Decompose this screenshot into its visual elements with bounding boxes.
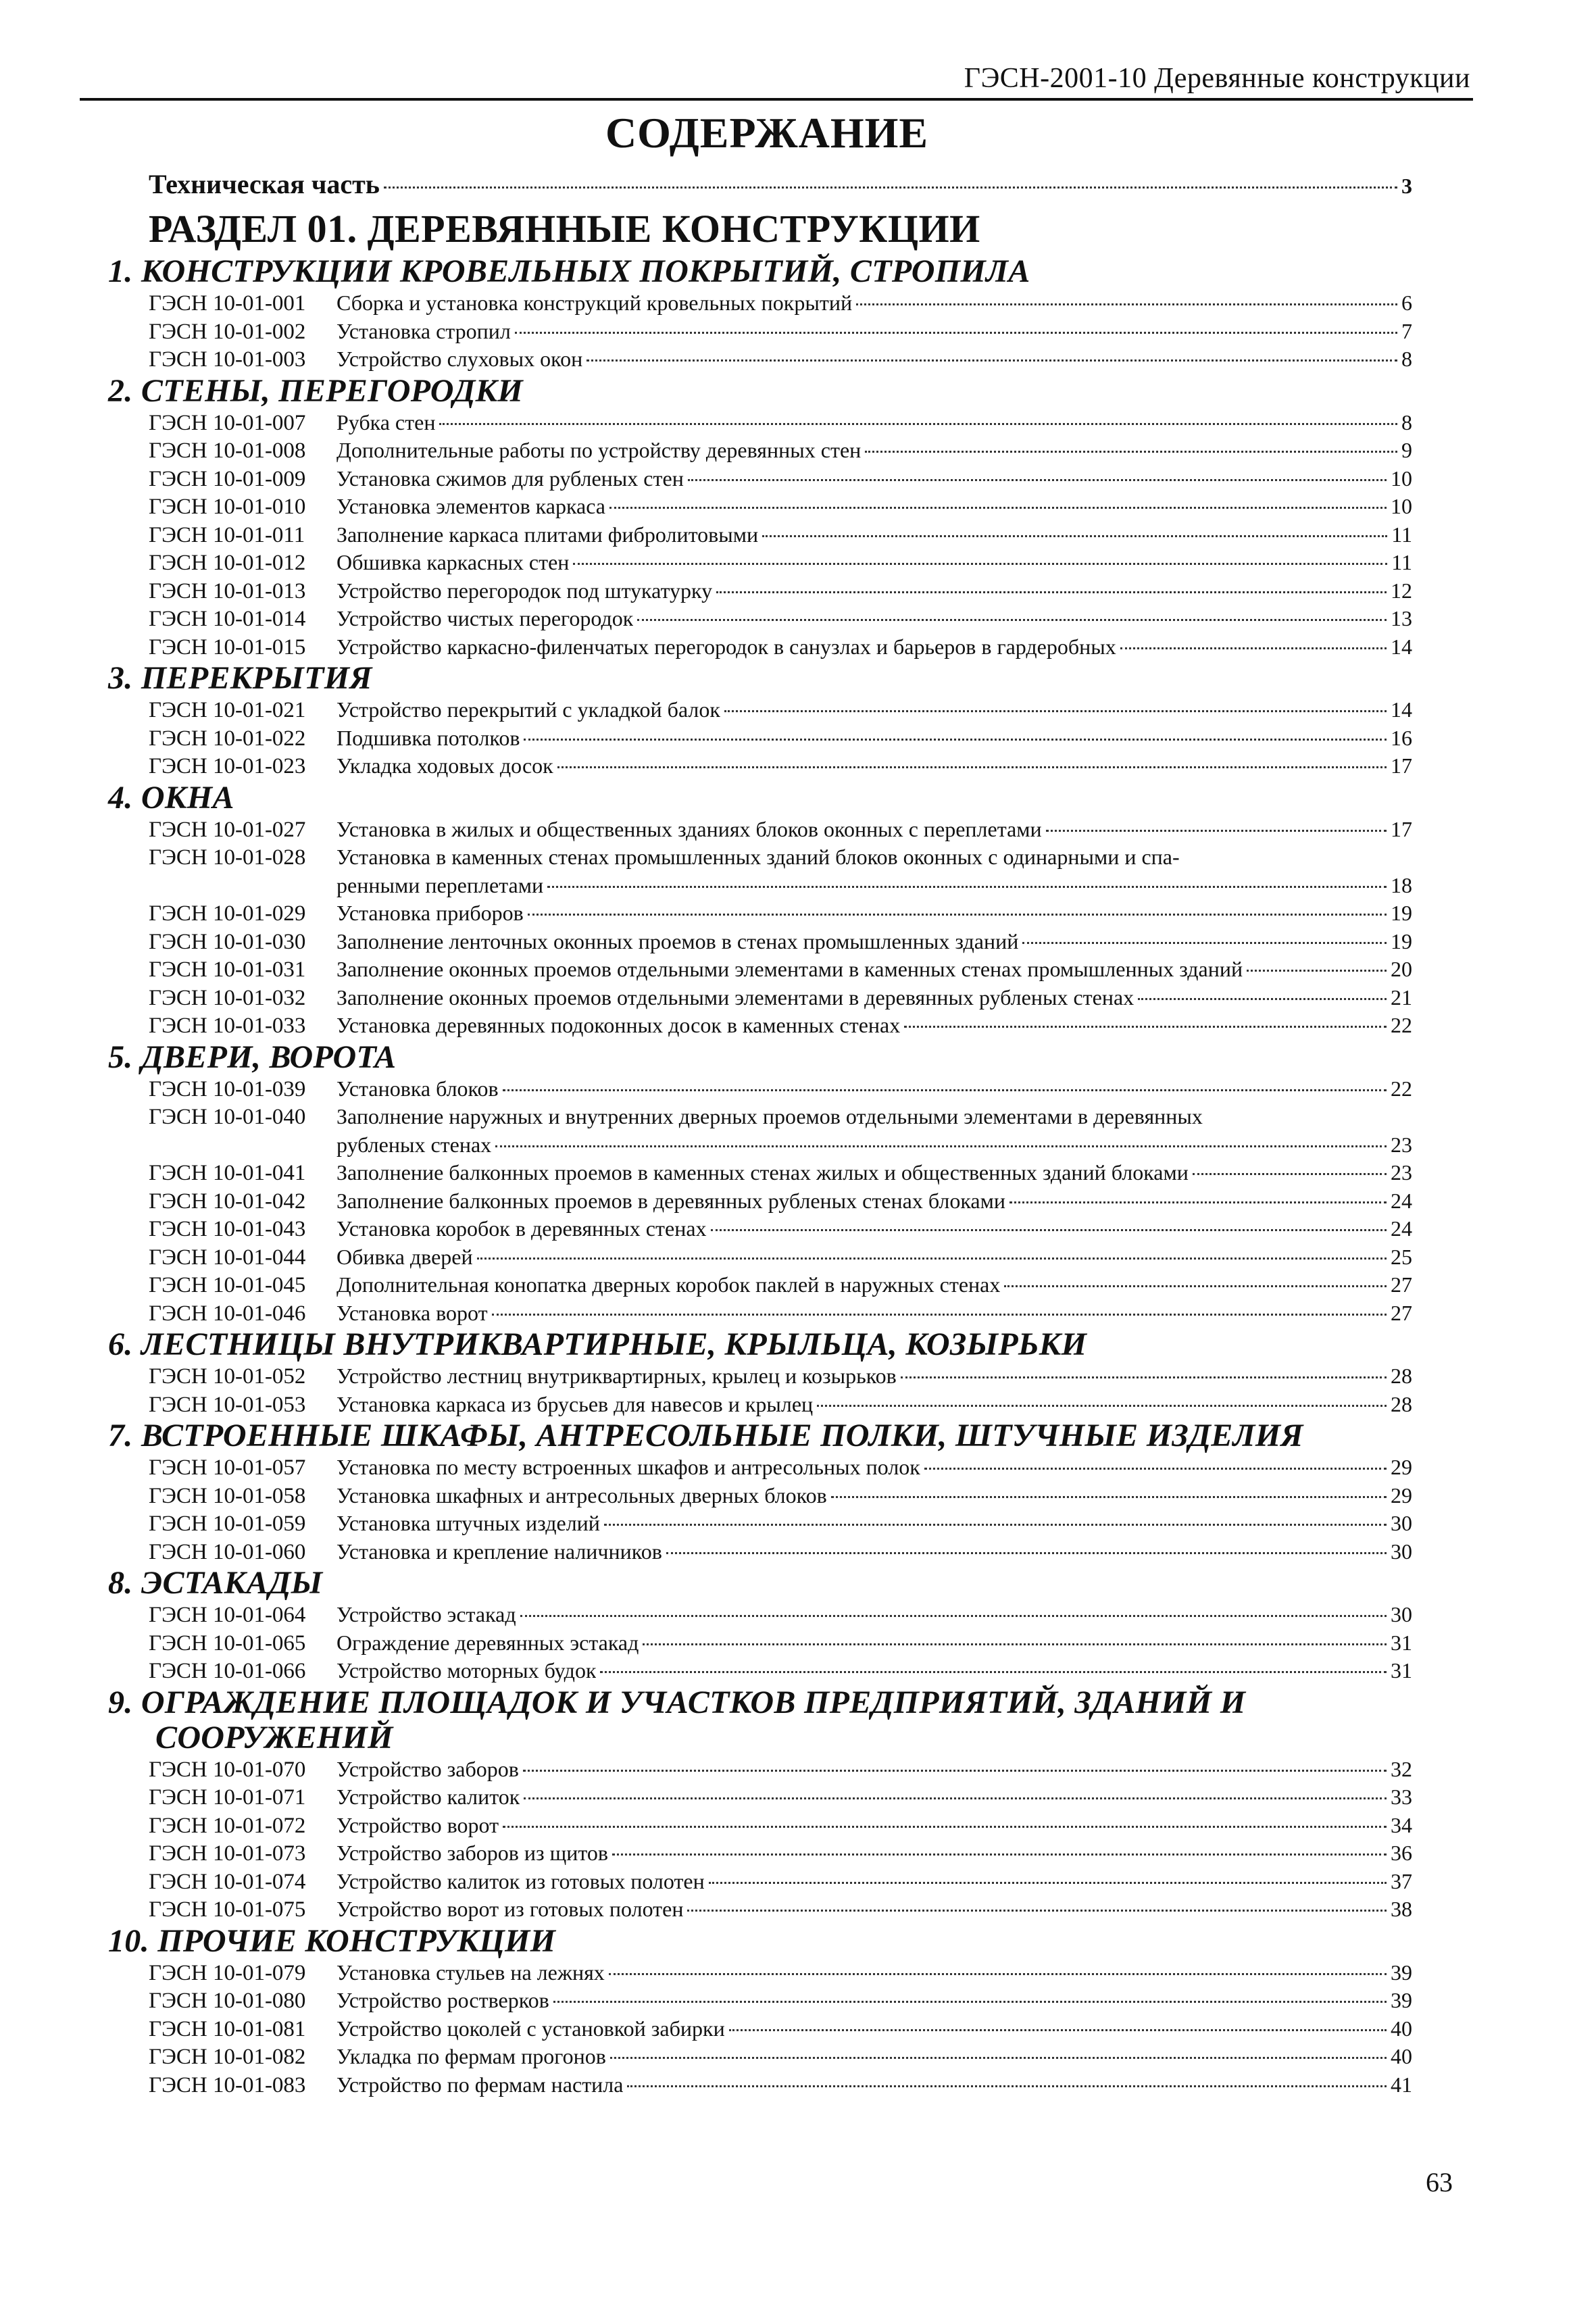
toc-entry-text: Дополнительные работы по устройству деревянных стен bbox=[336, 438, 862, 462]
dot-leader bbox=[503, 1089, 1387, 1091]
toc-entry-text: Обшивка каркасных стен bbox=[336, 550, 570, 574]
toc-entry[interactable] bbox=[108, 633, 1412, 662]
subsection-heading bbox=[108, 780, 1412, 816]
toc-entry[interactable] bbox=[108, 521, 1412, 549]
subsection-heading bbox=[108, 1327, 1412, 1362]
toc-entry-code: ГЭСН 10-01-011 bbox=[149, 522, 305, 547]
toc-entry-text: Установка блоков bbox=[336, 1076, 499, 1101]
toc-entry-code: ГЭСН 10-01-073 bbox=[149, 1841, 306, 1866]
toc-page-number: 18 bbox=[1391, 872, 1412, 897]
toc-entry-code: ГЭСН 10-01-008 bbox=[149, 439, 306, 463]
toc-page-number: 39 bbox=[1391, 1988, 1412, 2012]
dot-leader bbox=[547, 886, 1387, 888]
toc-entry-text: Заполнение наружных и внутренних дверных проемов отдельными элементами в деревянных bbox=[336, 1104, 1203, 1128]
toc-entry-text: Заполнение ленточных оконных проемов в стенах промышленных зданий bbox=[336, 928, 1019, 953]
toc-entry[interactable] bbox=[108, 577, 1412, 605]
dot-leader bbox=[477, 1258, 1387, 1260]
subsection-heading bbox=[108, 1685, 1392, 1756]
toc-entry-text: Установка по месту встроенных шкафов и антресольных полок bbox=[336, 1455, 920, 1479]
toc-page-number: 16 bbox=[1391, 725, 1412, 750]
subsection-title-continuation: СООРУЖЕНИЙ bbox=[155, 1719, 393, 1756]
toc-page-number: 33 bbox=[1391, 1785, 1412, 1809]
toc-entry[interactable] bbox=[108, 2015, 1412, 2043]
toc-entry-text: Рубка стен bbox=[336, 409, 436, 434]
toc-entry-text: Устройство перекрытий с укладкой балок bbox=[336, 697, 720, 722]
subsection-title: 5. ДВЕРИ, ВОРОТА bbox=[108, 1039, 397, 1075]
toc-entry[interactable] bbox=[108, 1103, 1412, 1131]
dot-leader bbox=[904, 1026, 1387, 1028]
toc-entry[interactable] bbox=[108, 1243, 1412, 1272]
toc-entry[interactable] bbox=[108, 1987, 1412, 2015]
toc-entry-code: ГЭСН 10-01-070 bbox=[149, 1757, 306, 1782]
toc-entry-text: Устройство калиток из готовых полотен bbox=[336, 1868, 705, 1893]
toc-entry-code: ГЭСН 10-01-081 bbox=[149, 2016, 306, 2041]
toc-page-number: 27 bbox=[1391, 1300, 1412, 1325]
toc-entry-code: ГЭСН 10-01-022 bbox=[149, 726, 306, 751]
toc-page-number: 10 bbox=[1391, 494, 1412, 518]
toc-entry-code: ГЭСН 10-01-023 bbox=[149, 754, 306, 778]
dot-leader bbox=[688, 479, 1387, 481]
dot-leader bbox=[610, 2057, 1387, 2059]
toc-entry-code: ГЭСН 10-01-012 bbox=[149, 551, 306, 575]
toc-page-number: 19 bbox=[1391, 928, 1412, 953]
toc-entry-text: Ограждение деревянных эстакад bbox=[336, 1630, 639, 1655]
toc-entry-code: ГЭСН 10-01-027 bbox=[149, 817, 306, 842]
toc-page-number: 6 bbox=[1401, 291, 1412, 315]
toc-entry-code: ГЭСН 10-01-066 bbox=[149, 1659, 306, 1683]
toc-entry[interactable] bbox=[108, 1482, 1412, 1510]
toc-page-number: 29 bbox=[1391, 1483, 1412, 1508]
toc-entry-code: ГЭСН 10-01-058 bbox=[149, 1483, 306, 1508]
toc-page-number: 24 bbox=[1391, 1216, 1412, 1241]
toc-entry-code: ГЭСН 10-01-001 bbox=[149, 291, 306, 316]
dot-leader bbox=[587, 359, 1397, 362]
subsection-title: 7. ВСТРОЕННЫЕ ШКАФЫ, АНТРЕСОЛЬНЫЕ ПОЛКИ, ШТУЧНЫЕ ИЗДЕЛИЯ bbox=[108, 1418, 1303, 1453]
dot-leader bbox=[609, 507, 1387, 509]
toc-page-number: 30 bbox=[1391, 1539, 1412, 1564]
toc-entry-text: Устройство каркасно-филенчатых перегородок в санузлах и барьеров в гардеробных bbox=[336, 634, 1116, 659]
toc-entry[interactable] bbox=[108, 1895, 1412, 1924]
toc-entry[interactable] bbox=[108, 928, 1412, 956]
toc-entry-code: ГЭСН 10-01-010 bbox=[149, 495, 306, 519]
toc-entry-code: ГЭСН 10-01-075 bbox=[149, 1897, 306, 1922]
toc-entry-text: Дополнительная конопатка дверных коробок паклей в наружных стенах bbox=[336, 1272, 1001, 1297]
toc-page-number: 23 bbox=[1391, 1132, 1412, 1157]
toc-entry-text: Установка сжимов для рубленых стен bbox=[336, 466, 684, 491]
toc-page-number: 10 bbox=[1391, 466, 1412, 491]
dot-leader bbox=[573, 563, 1387, 565]
toc-entry[interactable] bbox=[108, 984, 1412, 1012]
toc-entry[interactable] bbox=[108, 1783, 1412, 1812]
dot-leader bbox=[716, 591, 1387, 593]
toc-entry-code: ГЭСН 10-01-041 bbox=[149, 1161, 306, 1185]
toc-entry[interactable] bbox=[108, 1012, 1412, 1040]
toc-entry[interactable] bbox=[108, 465, 1412, 493]
dot-leader bbox=[523, 1770, 1387, 1772]
toc-entry-text: Укладка ходовых досок bbox=[336, 753, 553, 778]
toc-entry-code: ГЭСН 10-01-046 bbox=[149, 1301, 306, 1326]
toc-entry-code: ГЭСН 10-01-007 bbox=[149, 410, 306, 435]
toc-entry[interactable] bbox=[108, 1159, 1412, 1187]
toc-entry-text: Техническая часть bbox=[149, 169, 380, 199]
toc-entry[interactable] bbox=[108, 549, 1412, 577]
toc-page-number: 27 bbox=[1391, 1272, 1412, 1297]
toc-entry[interactable] bbox=[108, 493, 1412, 521]
toc-page-number: 28 bbox=[1391, 1391, 1412, 1416]
toc-entry-text: Устройство чистых перегородок bbox=[336, 606, 634, 630]
toc-entry-text: Устройство по фермам настила bbox=[336, 2072, 624, 2097]
toc-page-number: 19 bbox=[1391, 901, 1412, 925]
header-rule bbox=[80, 98, 1473, 101]
toc-entry-text: Обивка дверей bbox=[336, 1244, 473, 1269]
toc-page-number: 3 bbox=[1401, 174, 1412, 198]
dot-leader bbox=[1138, 998, 1387, 1000]
toc-entry-text: Устройство цоколей с установкой забирки bbox=[336, 2016, 725, 2041]
toc-entry-text-continuation: ренными переплетами bbox=[336, 872, 544, 897]
toc-technical-part[interactable] bbox=[108, 165, 1412, 204]
dot-leader bbox=[604, 1524, 1387, 1526]
dot-leader bbox=[627, 2085, 1387, 2087]
toc-entry-code: ГЭСН 10-01-013 bbox=[149, 578, 306, 603]
toc-page-number: 14 bbox=[1391, 697, 1412, 722]
page-title: СОДЕРЖАНИЕ bbox=[605, 109, 929, 157]
toc-entry-code: ГЭСН 10-01-029 bbox=[149, 901, 306, 926]
dot-leader bbox=[1193, 1173, 1387, 1175]
dot-leader bbox=[762, 535, 1387, 537]
subsection-title: 1. КОНСТРУКЦИИ КРОВЕЛЬНЫХ ПОКРЫТИЙ, СТРОПИЛА bbox=[108, 253, 1030, 289]
toc-entry-code: ГЭСН 10-01-072 bbox=[149, 1813, 306, 1838]
toc-entry-code: ГЭСН 10-01-003 bbox=[149, 347, 306, 372]
toc-page-number: 40 bbox=[1391, 2044, 1412, 2068]
dot-leader bbox=[492, 1314, 1387, 1316]
toc-entry[interactable] bbox=[108, 1601, 1412, 1629]
toc-entry[interactable] bbox=[108, 1187, 1412, 1216]
toc-entry[interactable] bbox=[108, 1657, 1412, 1685]
dot-leader bbox=[503, 1826, 1387, 1828]
toc-entry-code: ГЭСН 10-01-059 bbox=[149, 1512, 306, 1536]
toc-entry-text: Устройство ворот из готовых полотен bbox=[336, 1897, 684, 1921]
toc-entry-text: Устройство лестниц внутриквартирных, крылец и козырьков bbox=[336, 1364, 897, 1388]
toc-entry-code: ГЭСН 10-01-042 bbox=[149, 1189, 306, 1214]
toc-entry-code: ГЭСН 10-01-032 bbox=[149, 985, 306, 1010]
toc-entry-text: Установка в жилых и общественных зданиях блоков оконных с переплетами bbox=[336, 816, 1042, 841]
dot-leader bbox=[384, 186, 1397, 189]
dot-leader bbox=[817, 1405, 1387, 1407]
dot-leader bbox=[524, 1797, 1387, 1799]
toc-entry[interactable] bbox=[108, 1075, 1412, 1103]
toc-entry[interactable] bbox=[108, 1959, 1412, 1987]
dot-leader bbox=[600, 1671, 1387, 1673]
toc-entry[interactable] bbox=[108, 816, 1412, 844]
toc-entry[interactable] bbox=[108, 1215, 1412, 1243]
toc-entry-text: Установка приборов bbox=[336, 901, 524, 925]
toc-entry-code: ГЭСН 10-01-009 bbox=[149, 466, 306, 491]
toc-entry-text: Установка и крепление наличников bbox=[336, 1539, 662, 1564]
toc-entry-code: ГЭСН 10-01-083 bbox=[149, 2072, 306, 2097]
toc-entry[interactable] bbox=[108, 345, 1412, 374]
toc-entry-code: ГЭСН 10-01-014 bbox=[149, 607, 306, 631]
subsection-title: 2. СТЕНЫ, ПЕРЕГОРОДКИ bbox=[108, 372, 524, 409]
dot-leader bbox=[495, 1145, 1387, 1147]
toc-page-number: 31 bbox=[1391, 1658, 1412, 1683]
toc-entry-text: Установка элементов каркаса bbox=[336, 494, 605, 518]
toc-page-number: 17 bbox=[1391, 753, 1412, 778]
toc-page-number: 38 bbox=[1391, 1897, 1412, 1921]
toc-page-number: 7 bbox=[1401, 318, 1412, 343]
toc-entry-code: ГЭСН 10-01-028 bbox=[149, 845, 306, 870]
toc-entry-code: ГЭСН 10-01-045 bbox=[149, 1273, 306, 1297]
toc-entry-text: Установка в каменных стенах промышленных зданий блоков оконных с одинарными и спа- bbox=[336, 845, 1180, 869]
toc-page-number: 36 bbox=[1391, 1841, 1412, 1865]
toc-entry[interactable] bbox=[108, 437, 1412, 465]
toc-entry-text: Установка каркаса из брусьев для навесов и крылец bbox=[336, 1391, 814, 1416]
toc-entry-code: ГЭСН 10-01-071 bbox=[149, 1785, 306, 1810]
toc-entry-code: ГЭСН 10-01-060 bbox=[149, 1539, 306, 1564]
toc-entry[interactable] bbox=[108, 1756, 1412, 1784]
toc-entry[interactable] bbox=[108, 1629, 1412, 1658]
dot-leader bbox=[1009, 1201, 1387, 1203]
section-heading: РАЗДЕЛ 01. ДЕРЕВЯННЫЕ КОНСТРУКЦИИ bbox=[149, 207, 980, 251]
toc-entry[interactable] bbox=[108, 1538, 1412, 1566]
toc-page-number: 24 bbox=[1391, 1188, 1412, 1213]
toc-entry-code: ГЭСН 10-01-031 bbox=[149, 957, 306, 982]
toc-page-number: 34 bbox=[1391, 1812, 1412, 1837]
toc-entry-text: Сборка и установка конструкций кровельных покрытий bbox=[336, 291, 853, 315]
toc-page-number: 37 bbox=[1391, 1868, 1412, 1893]
dot-leader bbox=[1046, 830, 1387, 832]
dot-leader bbox=[1004, 1285, 1387, 1287]
toc-page-number: 23 bbox=[1391, 1160, 1412, 1185]
subsection-heading bbox=[108, 1418, 1412, 1453]
dot-leader bbox=[1120, 647, 1387, 649]
toc-entry-code: ГЭСН 10-01-064 bbox=[149, 1603, 306, 1627]
toc-entry[interactable] bbox=[108, 696, 1412, 724]
toc-page-number: 22 bbox=[1391, 1076, 1412, 1101]
toc-page-number: 39 bbox=[1391, 1960, 1412, 1985]
table-of-contents bbox=[108, 165, 1412, 2099]
toc-entry-text: Устройство перегородок под штукатурку bbox=[336, 578, 713, 603]
toc-entry-code: ГЭСН 10-01-021 bbox=[149, 698, 306, 722]
toc-entry-code: ГЭСН 10-01-082 bbox=[149, 2045, 306, 2069]
running-header: ГЭСН-2001-10 Деревянные конструкции bbox=[964, 63, 1470, 94]
toc-page-number: 9 bbox=[1401, 438, 1412, 462]
toc-entry-code: ГЭСН 10-01-079 bbox=[149, 1960, 306, 1985]
toc-entry[interactable] bbox=[108, 955, 1412, 984]
toc-entry[interactable] bbox=[108, 1271, 1412, 1299]
toc-entry-code: ГЭСН 10-01-039 bbox=[149, 1076, 306, 1101]
subsection-heading bbox=[108, 661, 1412, 696]
toc-entry-text: Установка ворот bbox=[336, 1300, 488, 1325]
toc-entry[interactable] bbox=[108, 1510, 1412, 1538]
dot-leader bbox=[643, 1643, 1387, 1645]
toc-entry-text: Заполнение оконных проемов отдельными элементами в деревянных рубленых стенах bbox=[336, 985, 1134, 1010]
toc-page-number: 17 bbox=[1391, 816, 1412, 841]
toc-entry-text: Установка шкафных и антресольных дверных блоков bbox=[336, 1483, 827, 1508]
dot-leader bbox=[1022, 942, 1387, 944]
toc-page-number: 25 bbox=[1391, 1244, 1412, 1269]
subsection-title: 6. ЛЕСТНИЦЫ ВНУТРИКВАРТИРНЫЕ, КРЫЛЬЦА, КОЗЫРЬКИ bbox=[108, 1326, 1087, 1362]
toc-entry[interactable] bbox=[108, 318, 1412, 346]
toc-page-number: 21 bbox=[1391, 985, 1412, 1010]
toc-entry-text: Заполнение каркаса плитами фибролитовыми bbox=[336, 522, 759, 547]
toc-page-number: 13 bbox=[1391, 606, 1412, 630]
toc-page-number: 22 bbox=[1391, 1013, 1412, 1037]
dot-leader bbox=[520, 1615, 1387, 1617]
dot-leader bbox=[609, 1973, 1387, 1975]
toc-entry-text: Устройство эстакад bbox=[336, 1602, 516, 1626]
subsection-heading bbox=[108, 1924, 1412, 1959]
dot-leader bbox=[439, 423, 1397, 425]
toc-entry-code: ГЭСН 10-01-044 bbox=[149, 1245, 306, 1270]
dot-leader bbox=[924, 1468, 1387, 1470]
toc-entry-code: ГЭСН 10-01-053 bbox=[149, 1392, 306, 1417]
dot-leader bbox=[711, 1229, 1387, 1231]
dot-leader bbox=[524, 739, 1387, 741]
toc-entry-code: ГЭСН 10-01-080 bbox=[149, 1989, 306, 2013]
toc-entry-text: Подшивка потолков bbox=[336, 725, 520, 750]
toc-page-number: 14 bbox=[1391, 634, 1412, 659]
toc-entry-text: Укладка по фермам прогонов bbox=[336, 2044, 606, 2068]
toc-entry-code: ГЭСН 10-01-015 bbox=[149, 634, 306, 659]
toc-entry-text-continuation: рубленых стенах bbox=[336, 1132, 492, 1157]
toc-entry-text: Устройство ростверков bbox=[336, 1988, 549, 2012]
toc-entry[interactable] bbox=[108, 1868, 1412, 1896]
dot-leader bbox=[1247, 970, 1387, 972]
toc-entry[interactable] bbox=[108, 1299, 1412, 1328]
toc-entry[interactable] bbox=[108, 1391, 1412, 1419]
toc-page-number: 8 bbox=[1401, 347, 1412, 371]
dot-leader bbox=[831, 1496, 1387, 1498]
toc-page-number: 28 bbox=[1391, 1364, 1412, 1388]
toc-page-number: 11 bbox=[1391, 522, 1412, 547]
dot-leader bbox=[724, 710, 1387, 712]
subsection-title: 10. ПРОЧИЕ КОНСТРУКЦИИ bbox=[108, 1922, 556, 1959]
toc-entry-text: Устройство моторных будок bbox=[336, 1658, 597, 1683]
toc-page-number: 30 bbox=[1391, 1602, 1412, 1626]
toc-entry-text: Установка штучных изделий bbox=[336, 1511, 600, 1535]
toc-entry-code: ГЭСН 10-01-030 bbox=[149, 929, 306, 954]
toc-page-number: 32 bbox=[1391, 1756, 1412, 1781]
toc-entry-text: Заполнение балконных проемов в каменных стенах жилых и общественных зданий блоками bbox=[336, 1160, 1189, 1185]
toc-entry-code: ГЭСН 10-01-052 bbox=[149, 1364, 306, 1389]
toc-entry-text: Устройство ворот bbox=[336, 1812, 499, 1837]
toc-entry[interactable] bbox=[108, 724, 1412, 753]
toc-entry-text: Устройство заборов из щитов bbox=[336, 1841, 609, 1865]
toc-entry-text: Установка коробок в деревянных стенах bbox=[336, 1216, 707, 1241]
toc-entry[interactable] bbox=[108, 2071, 1412, 2099]
toc-page-number: 12 bbox=[1391, 578, 1412, 603]
toc-entry[interactable] bbox=[108, 2043, 1412, 2071]
dot-leader bbox=[553, 2001, 1387, 2003]
toc-entry-continuation[interactable] bbox=[108, 1131, 1412, 1160]
toc-entry-code: ГЭСН 10-01-043 bbox=[149, 1217, 306, 1241]
toc-page-number: 29 bbox=[1391, 1455, 1412, 1479]
toc-entry[interactable] bbox=[108, 289, 1412, 318]
toc-entry[interactable] bbox=[108, 409, 1412, 437]
toc-page-number: 20 bbox=[1391, 957, 1412, 981]
dot-leader bbox=[901, 1376, 1387, 1378]
toc-entry[interactable] bbox=[108, 843, 1412, 872]
toc-entry[interactable] bbox=[108, 752, 1412, 780]
dot-leader bbox=[515, 332, 1397, 334]
dot-leader bbox=[612, 1853, 1387, 1856]
subsection-title: 3. ПЕРЕКРЫТИЯ bbox=[108, 660, 372, 696]
dot-leader bbox=[637, 619, 1387, 621]
toc-entry-text: Устройство слуховых окон bbox=[336, 347, 583, 371]
toc-entry[interactable] bbox=[108, 1362, 1412, 1391]
dot-leader bbox=[666, 1552, 1387, 1554]
dot-leader bbox=[557, 766, 1387, 768]
dot-leader bbox=[729, 2029, 1387, 2031]
toc-page-number: 31 bbox=[1391, 1630, 1412, 1655]
subsection-heading bbox=[108, 1566, 1412, 1601]
toc-entry-text: Устройство калиток bbox=[336, 1785, 520, 1809]
toc-entry[interactable] bbox=[108, 1812, 1412, 1840]
toc-page-number: 40 bbox=[1391, 2016, 1412, 2041]
subsection-title: 9. ОГРАЖДЕНИЕ ПЛОЩАДОК И УЧАСТКОВ ПРЕДПРИЯТИЙ, ЗДАНИЙ И bbox=[108, 1684, 1246, 1720]
toc-entry-text: Установка стульев на лежнях bbox=[336, 1960, 605, 1985]
subsection-heading bbox=[108, 1040, 1412, 1075]
subsection-title: 4. ОКНА bbox=[108, 779, 234, 816]
toc-entry[interactable] bbox=[108, 1839, 1412, 1868]
dot-leader bbox=[528, 914, 1387, 916]
toc-entry-code: ГЭСН 10-01-002 bbox=[149, 319, 306, 344]
subsection-title: 8. ЭСТАКАДЫ bbox=[108, 1565, 323, 1601]
toc-page-number: 8 bbox=[1401, 409, 1412, 434]
dot-leader bbox=[856, 303, 1397, 305]
toc-entry-code: ГЭСН 10-01-065 bbox=[149, 1631, 306, 1656]
toc-page-number: 11 bbox=[1391, 550, 1412, 574]
subsection-heading bbox=[108, 254, 1412, 289]
toc-page-number: 30 bbox=[1391, 1511, 1412, 1535]
toc-entry-code: ГЭСН 10-01-033 bbox=[149, 1014, 306, 1038]
page-number: 63 bbox=[1426, 2167, 1453, 2197]
toc-entry-text: Установка стропил bbox=[336, 318, 511, 343]
toc-entry[interactable] bbox=[108, 605, 1412, 633]
toc-entry-code: ГЭСН 10-01-040 bbox=[149, 1105, 306, 1129]
toc-entry[interactable] bbox=[108, 899, 1412, 928]
subsection-heading bbox=[108, 374, 1412, 409]
toc-entry-continuation[interactable] bbox=[108, 872, 1412, 900]
toc-page-number: 41 bbox=[1391, 2072, 1412, 2097]
dot-leader bbox=[865, 451, 1397, 453]
toc-entry-code: ГЭСН 10-01-057 bbox=[149, 1455, 306, 1480]
toc-entry-text: Установка деревянных подоконных досок в каменных стенах bbox=[336, 1013, 901, 1037]
toc-entry-text: Устройство заборов bbox=[336, 1756, 519, 1781]
toc-entry[interactable] bbox=[108, 1453, 1412, 1482]
toc-entry-text: Заполнение оконных проемов отдельными элементами в каменных стенах промышленных зданий bbox=[336, 957, 1243, 981]
dot-leader bbox=[709, 1882, 1387, 1884]
subsection-list bbox=[108, 254, 1412, 2099]
toc-entry-code: ГЭСН 10-01-074 bbox=[149, 1869, 306, 1894]
dot-leader bbox=[687, 1910, 1387, 1912]
toc-entry-text: Заполнение балконных проемов в деревянных рубленых стенах блоками bbox=[336, 1188, 1005, 1213]
